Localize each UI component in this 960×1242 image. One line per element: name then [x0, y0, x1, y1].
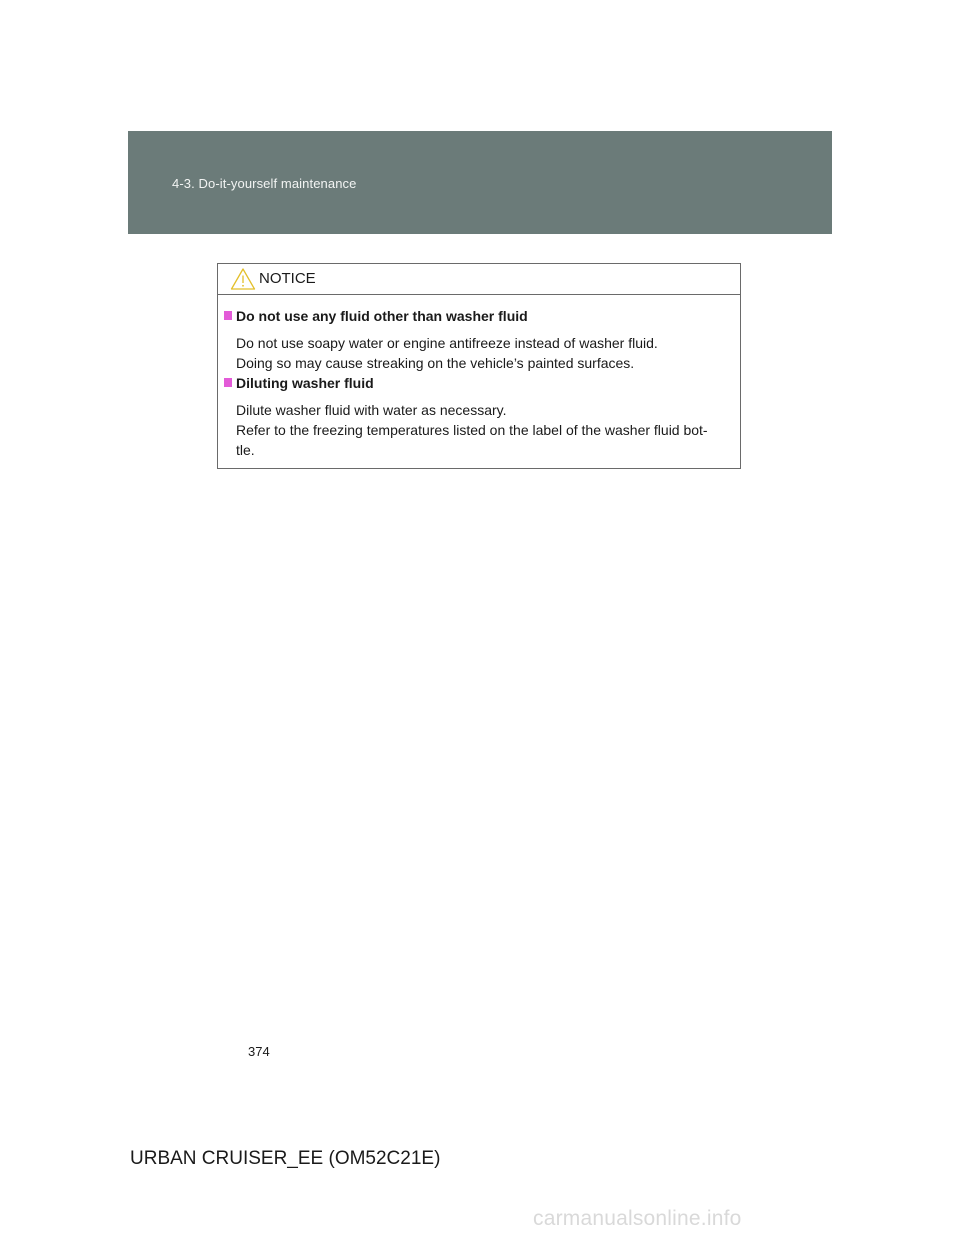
notice-body: [218, 294, 740, 468]
watermark-text: carmanualsonline.info: [533, 1207, 742, 1230]
notice-item-line: Dilute washer fluid with water as necessary.: [236, 402, 507, 418]
notice-item: [218, 374, 732, 460]
square-bullet-icon: [224, 378, 232, 387]
notice-item-heading: [218, 307, 732, 325]
square-bullet-icon: [224, 311, 232, 320]
notice-item-heading: [218, 374, 732, 392]
warning-triangle-icon: [230, 267, 256, 291]
notice-box: [217, 263, 741, 469]
notice-item-line: Refer to the freezing temperatures listed on the label of the washer fluid bot-: [236, 422, 708, 438]
notice-title: NOTICE: [259, 270, 316, 287]
footer-model-code: URBAN CRUISER_EE (OM52C21E): [130, 1148, 441, 1169]
notice-item-line: Doing so may cause streaking on the vehicle’s painted surfaces.: [236, 355, 635, 371]
section-title: 4-3. Do-it-yourself maintenance: [172, 176, 357, 191]
notice-item-line: Do not use soapy water or engine antifreeze instead of washer fluid.: [236, 335, 658, 351]
notice-item-text: [218, 333, 732, 373]
notice-item: [218, 307, 732, 373]
notice-item-heading-text: Do not use any fluid other than washer fluid: [236, 308, 528, 324]
notice-header: [218, 264, 740, 295]
page-number: 374: [248, 1044, 270, 1059]
section-header-band: [128, 131, 832, 234]
notice-item-line: tle.: [236, 442, 255, 458]
notice-item-heading-text: Diluting washer fluid: [236, 375, 374, 391]
notice-item-text: [218, 400, 732, 460]
